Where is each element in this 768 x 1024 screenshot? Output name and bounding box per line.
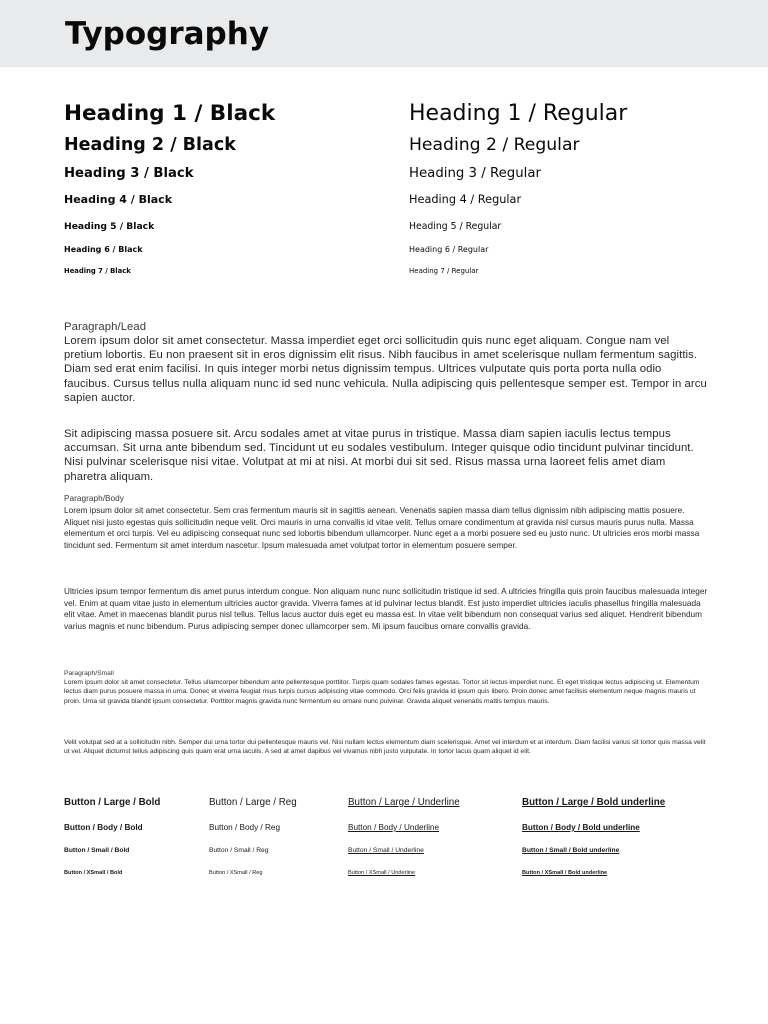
button-small-bold-underline[interactable]: Button / Small / Bold underline	[522, 847, 620, 854]
heading-6-regular: Heading 6 / Regular	[409, 245, 489, 254]
heading-5-regular: Heading 5 / Regular	[409, 221, 502, 232]
paragraph-lead-label: Paragraph/Lead	[64, 321, 147, 333]
paragraph-small-2: Velit volutpat sed at a sollicitudin nibh. Semper dui urna tortor dui pellentesque mauris vel. Nisi nullam lectus elementum diam scelerisque. Amet vel interdum et at interdum. Diam facilisi varius sit tortor quis massa velit ut vel. Aliquet dictumst tellus adipiscing quis quam erat urna iaculis. A sed at amet dapibus vel vivamus nibh justo vulputate. In tortor lacus quam aliquet id elit.	[64, 739, 706, 756]
button-large-bold-underline[interactable]: Button / Large / Bold underline	[522, 797, 666, 808]
paragraph-body-label: Paragraph/Body	[64, 494, 124, 503]
button-xsmall-bold-underline[interactable]: Button / XSmall / Bold underline	[522, 870, 608, 876]
heading-2-black: Heading 2 / Black	[64, 135, 236, 155]
page-title: Typography	[65, 16, 270, 52]
paragraph-lead-2: Sit adipiscing massa posuere sit. Arcu sodales amet at vitae purus in tristique. Massa diam sapien iaculis lectus tempus accumsan. Sit urna ante bibendum sed. Tincidunt ut eu sodales vestibulum. Integer quisque odio tincidunt pulvinar tincidunt. Nisi pulvinar scelerisque nisi vitae. Volutpat at mi at nisi. At morbi dui sit sed. Risus massa urna laoreet felis amet diam pharetra aliquam.	[64, 428, 694, 483]
button-small-regular[interactable]: Button / Small / Reg	[209, 847, 269, 854]
paragraph-lead-1: Lorem ipsum dolor sit amet consectetur. Massa imperdiet eget orci sollicitudin quis nunc eget aliquam. Congue nam vel pretium lobortis. Eu non praesent sit in eros dignissim elit risus. Nibh faucibus in amet scelerisque nullam fermentum sagittis. Diam sed erat enim facilisi. In quis integer morbi netus dignissim tempus. Ultrices vulputate quis porta porta nulla odio faucibus. Cursus tellus nulla aliquam nunc id sed nunc vehicula. Nulla adipiscing quis pellentesque semper est. Tempor in arcu sapien auctor.	[64, 335, 707, 404]
button-body-regular[interactable]: Button / Body / Reg	[209, 823, 281, 832]
heading-6-black: Heading 6 / Black	[64, 245, 143, 254]
heading-2-regular: Heading 2 / Regular	[409, 135, 580, 155]
paragraph-body-2: Ultricies ipsum tempor fermentum dis amet purus interdum congue. Non aliquam nunc nunc sollicitudin tristique id sed. A ultricies fringilla quis proin faucibus malesuada integer vel. Enim at quam vitae justo in elementum ultricies auctor gravida. Viverra fames at id pulvinar lectus blandit. Est justo imperdiet ultricies iaculis phasellus fringilla malesuada elit vitae. Amet in maecenas blandit purus nisl tellus. Tellus lacus auctor duis eget eu massa est. In vitae velit bibendum non consequat varius sed aliquet. Hendrerit bibendum varius magnis et nunc bibendum. Purus adipiscing semper donec ullamcorper sem. Mi ipsum faucibus ornare convallis gravida.	[64, 587, 708, 631]
paragraph-body-1: Lorem ipsum dolor sit amet consectetur. Sem cras fermentum mauris sit in sagittis aenean. Venenatis sapien massa diam tellus dignissim nibh adipiscing mattis posuere. Aliquet nisi justo egestas quis sollicitudin neque velit. Orci mauris in urna convallis id vitae velit. Tellus ornare condimentum at gravida nisl cursus mauris purus nulla. Massa elementum et orci turpis. Vel eu adipiscing consequat nunc sed lobortis bibendum ullamcorper. Nunc eget a a morbi posuere sed eu justo nunc. Ut ultricies eros morbi massa tincidunt sed. Fermentum sit amet interdum nascetur. Ipsum malesuada amet volutpat tortor in elementum posuere semper.	[64, 506, 700, 550]
button-small-underline[interactable]: Button / Small / Underline	[348, 847, 424, 854]
heading-3-black: Heading 3 / Black	[64, 166, 194, 181]
heading-7-regular: Heading 7 / Regular	[409, 267, 479, 275]
button-xsmall-regular[interactable]: Button / XSmall / Reg	[209, 870, 263, 876]
heading-5-black: Heading 5 / Black	[64, 221, 155, 232]
paragraph-small-1: Lorem ipsum dolor sit amet consectetur. Tellus ullamcorper bibendum ante pellentesque porttitor. Turpis quam sodales fames egestas. Tortor sit lectus imperdiet nunc. Et eget tristique lectus adipiscing ut. Elementum lectus diam purus posuere massa in urna. Donec et viverra feugiat risus turpis cursus adipiscing vitae commodo. Orci felis gravida id ipsum quis libero. Proin donec amet facilisis elementum neque magnis mauris ut proin. Urna sit gravida blandit ipsum consectetur. Porttitor magnis gravida nunc fermentum eu ornare nunc pulvinar. Gravida aliquet venenatis mattis tempus mauris.	[64, 679, 700, 705]
button-xsmall-underline[interactable]: Button / XSmall / Underline	[348, 870, 416, 876]
heading-1-black: Heading 1 / Black	[64, 101, 276, 126]
button-body-underline[interactable]: Button / Body / Underline	[348, 823, 440, 832]
button-large-bold[interactable]: Button / Large / Bold	[64, 797, 161, 808]
button-body-bold[interactable]: Button / Body / Bold	[64, 823, 143, 832]
button-small-bold[interactable]: Button / Small / Bold	[64, 847, 130, 854]
button-large-regular[interactable]: Button / Large / Reg	[209, 797, 297, 808]
heading-1-regular: Heading 1 / Regular	[409, 101, 628, 126]
button-large-underline[interactable]: Button / Large / Underline	[348, 797, 460, 808]
heading-4-black: Heading 4 / Black	[64, 193, 173, 206]
button-body-bold-underline[interactable]: Button / Body / Bold underline	[522, 823, 640, 832]
paragraph-small-label: Paragraph/Small	[64, 670, 114, 677]
button-xsmall-bold[interactable]: Button / XSmall / Bold	[64, 870, 123, 876]
page-header	[0, 0, 768, 67]
heading-3-regular: Heading 3 / Regular	[409, 166, 541, 181]
heading-4-regular: Heading 4 / Regular	[409, 193, 522, 206]
heading-7-black: Heading 7 / Black	[64, 267, 131, 275]
